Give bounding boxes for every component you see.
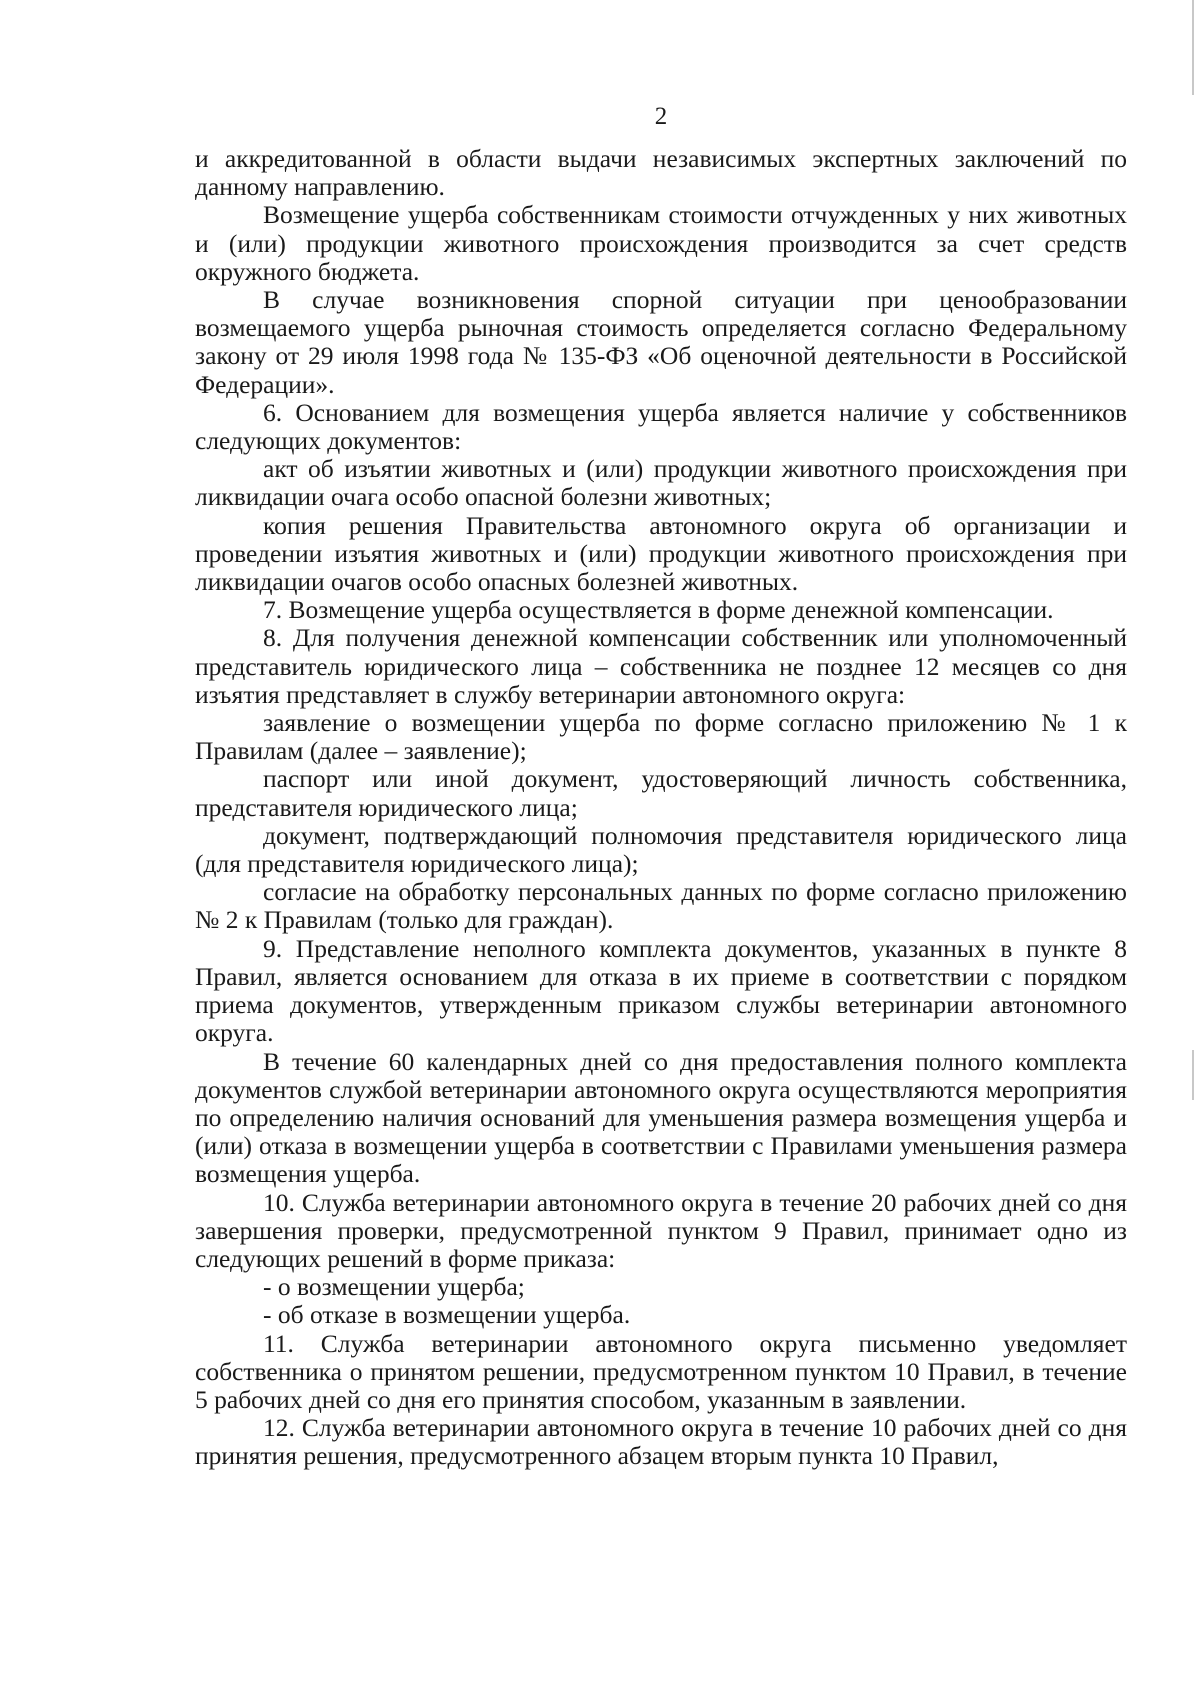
paragraph-compensation-source: Возмещение ущерба собственникам стоимости отчужденных у них животных и (или) продукции животного происхождения производится за счет средств окружного бюджета. — [195, 200, 1127, 286]
paragraph-item-8-application: заявление о возмещении ущерба по форме согласно приложению № 1 к Правилам (далее – заявление); — [195, 708, 1127, 766]
paragraph-item-8-passport: паспорт или иной документ, удостоверяющий личность собственника, представителя юридического лица; — [195, 764, 1127, 822]
paragraph-continuation: и аккредитованной в области выдачи независимых экспертных заключений по данному направлению. — [195, 144, 1127, 202]
document-body — [195, 145, 1127, 1471]
paragraph-item-6-decision-copy: копия решения Правительства автономного округа об организации и проведении изъятия животных и (или) продукции животного происхождения при ликвидации очагов особо опасных болезней животных. — [195, 510, 1127, 597]
paragraph-item-9-review-period: В течение 60 календарных дней со дня предоставления полного комплекта документов службой ветеринарии автономного округа осуществляются мероприятия по определению наличия оснований для уменьшения размера возмещения ущерба и (или) отказа в возмещении ущерба в соответствии с Правилами уменьшения размера возмещения ущерба. — [195, 1046, 1127, 1189]
paragraph-item-7: 7. Возмещение ущерба осуществляется в форме денежной компенсации. — [263, 595, 1054, 625]
paragraph-item-9: 9. Представление неполного комплекта документов, указанных в пункте 8 Правил, является основанием для отказа в их приеме в соответствии с порядком приема документов, утвержденным приказом службы ветеринарии автономного округа. — [195, 933, 1127, 1048]
paragraph-item-8: 8. Для получения денежной компенсации собственник или уполномоченный представитель юридического лица – собственника не позднее 12 месяцев со дня изъятия представляет в службу ветеринарии автономного округа: — [195, 623, 1127, 709]
paragraph-item-6-act: акт об изъятии животных и (или) продукции животного происхождения при ликвидации очага особо опасной болезни животных; — [195, 454, 1127, 512]
paragraph-item-10-option-compensate: - о возмещении ущерба; — [263, 1272, 525, 1302]
paragraph-item-10: 10. Служба ветеринарии автономного округа в течение 20 рабочих дней со дня завершения проверки, предусмотренной пунктом 9 Правил, принимает одно из следующих решений в форме приказа: — [195, 1187, 1127, 1273]
scan-edge-mark-top — [1192, 0, 1194, 95]
paragraph-item-8-consent: согласие на обработку персональных данных по форме согласно приложению № 2 к Правилам (только для граждан). — [195, 877, 1127, 935]
paragraph-item-10-option-refuse: - об отказе в возмещении ущерба. — [263, 1300, 631, 1330]
page-number: 2 — [654, 103, 668, 130]
scan-edge-mark-bottom — [1192, 1050, 1194, 1100]
paragraph-item-6: 6. Основанием для возмещения ущерба является наличие у собственников следующих документов: — [195, 397, 1127, 456]
paragraph-item-8-authority: документ, подтверждающий полномочия представителя юридического лица (для представителя юридического лица); — [195, 820, 1127, 879]
paragraph-item-11: 11. Служба ветеринарии автономного округа письменно уведомляет собственника о принятом решении, предусмотренном пунктом 10 Правил, в течение 5 рабочих дней со дня его принятия способом, указанным в заявлении. — [195, 1328, 1127, 1414]
paragraph-item-12: 12. Служба ветеринарии автономного округа в течение 10 рабочих дней со дня принятия решения, предусмотренного абзацем вторым пункта 10 Правил, — [195, 1413, 1127, 1471]
paragraph-dispute-pricing: В случае возникновения спорной ситуации при ценообразовании возмещаемого ущерба рыночная стоимость определяется согласно Федеральному закону от 29 июля 1998 года № 135-ФЗ «Об оценочной деятельности в Российской Федерации». — [195, 285, 1127, 399]
